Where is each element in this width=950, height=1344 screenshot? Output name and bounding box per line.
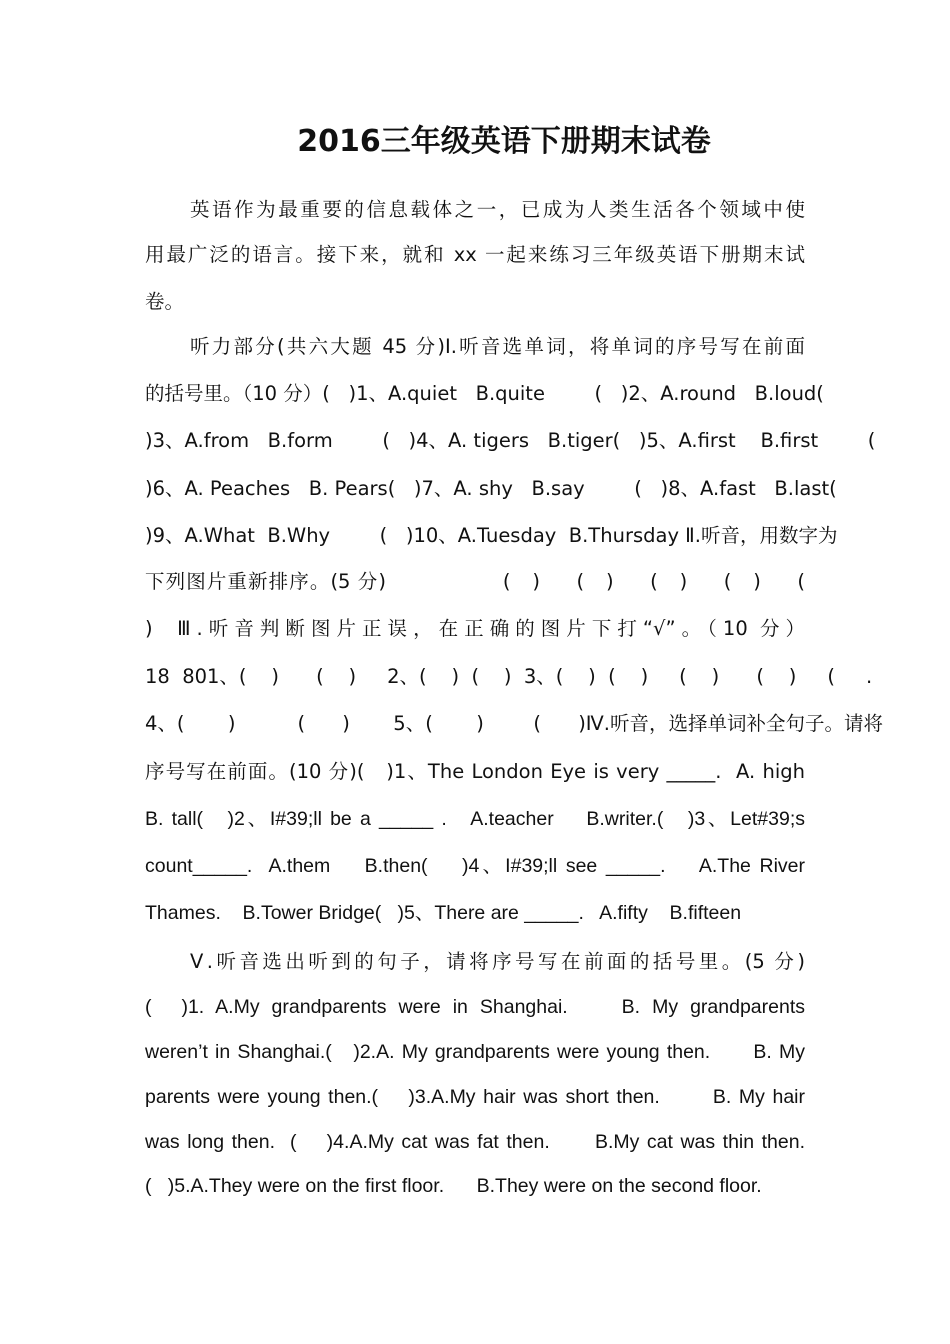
section-2-line-1: 下列图片重新排序。(5 分) ( ) ( ) ( ) ( ) ( <box>145 570 805 593</box>
section-5-line-1: ( )1. A.My grandparents were in Shanghai. B. My grandparents <box>145 996 805 1018</box>
intro-line-2: 用最广泛的语言。接下来，就和 xx 一起来练习三年级英语下册期末试 <box>145 243 805 266</box>
document-title: 2016三年级英语下册期末试卷 <box>297 124 711 159</box>
section-5-line-4: was long then. ( )4.A.My cat was fat then. B.My cat was thin then. <box>145 1131 805 1153</box>
section-4-line-3: count_____. A.them B.then( )4、I#39;ll see _____. A.The River <box>145 855 805 877</box>
section-4-line-2: B. tall( )2、I#39;ll be a _____ . A.teacher B.writer.( )3、Let#39;s <box>145 808 805 830</box>
section-1-line-2: )3、A.from B.form ( )4、A. tigers B.tiger( )5、A.first B.first ( <box>145 429 876 452</box>
section-4-line-1: 序号写在前面。(10 分)( )1、The London Eye is very _____. A. high <box>145 760 805 783</box>
section-4-line-4: Thames. B.Tower Bridge( )5、There are _____. A.fifty B.fifteen <box>145 902 742 924</box>
section-1-line-3: )6、A. Peaches B. Pears( )7、A. shy B.say ( )8、A.fast B.last( <box>145 477 837 500</box>
section-3-heading: ) Ⅲ.听音判断图片正误，在正确的图片下打“√”。（10 分） <box>145 617 805 640</box>
section-5-heading: Ⅴ.听音选出听到的句子，请将序号写在前面的括号里。(5 分) <box>190 950 805 973</box>
intro-line-3: 卷。 <box>145 290 185 313</box>
section-3-line-2: 4、( ) ( ) 5、( ) ( )Ⅳ.听音，选择单词补全句子。请将 <box>145 712 883 735</box>
section-1-line-4: )9、A.What B.Why ( )10、A.Tuesday B.Thursday Ⅱ.听音，用数字为 <box>145 524 838 547</box>
section-5-line-5: ( )5.A.They were on the first floor. B.They were on the second floor. <box>145 1175 762 1197</box>
intro-line-1: 英语作为最重要的信息载体之一，已成为人类生活各个领域中使 <box>190 198 805 221</box>
section-1-heading: 听力部分(共六大题 45 分)I.听音选单词，将单词的序号写在前面 <box>190 335 805 358</box>
section-3-line-1: 18 801、( ) ( ) 2、( ) ( ) 3、( ) ( ) ( ) ( ) ( . <box>145 665 873 688</box>
section-5-line-3: parents were young then.( )3.A.My hair was short then. B. My hair <box>145 1086 805 1108</box>
section-5-line-2: weren’t in Shanghai.( )2.A. My grandparents were young then. B. My <box>145 1041 805 1063</box>
section-1-line-1: 的括号里。（10 分）( )1、A.quiet B.quite ( )2、A.round B.loud( <box>145 382 824 405</box>
